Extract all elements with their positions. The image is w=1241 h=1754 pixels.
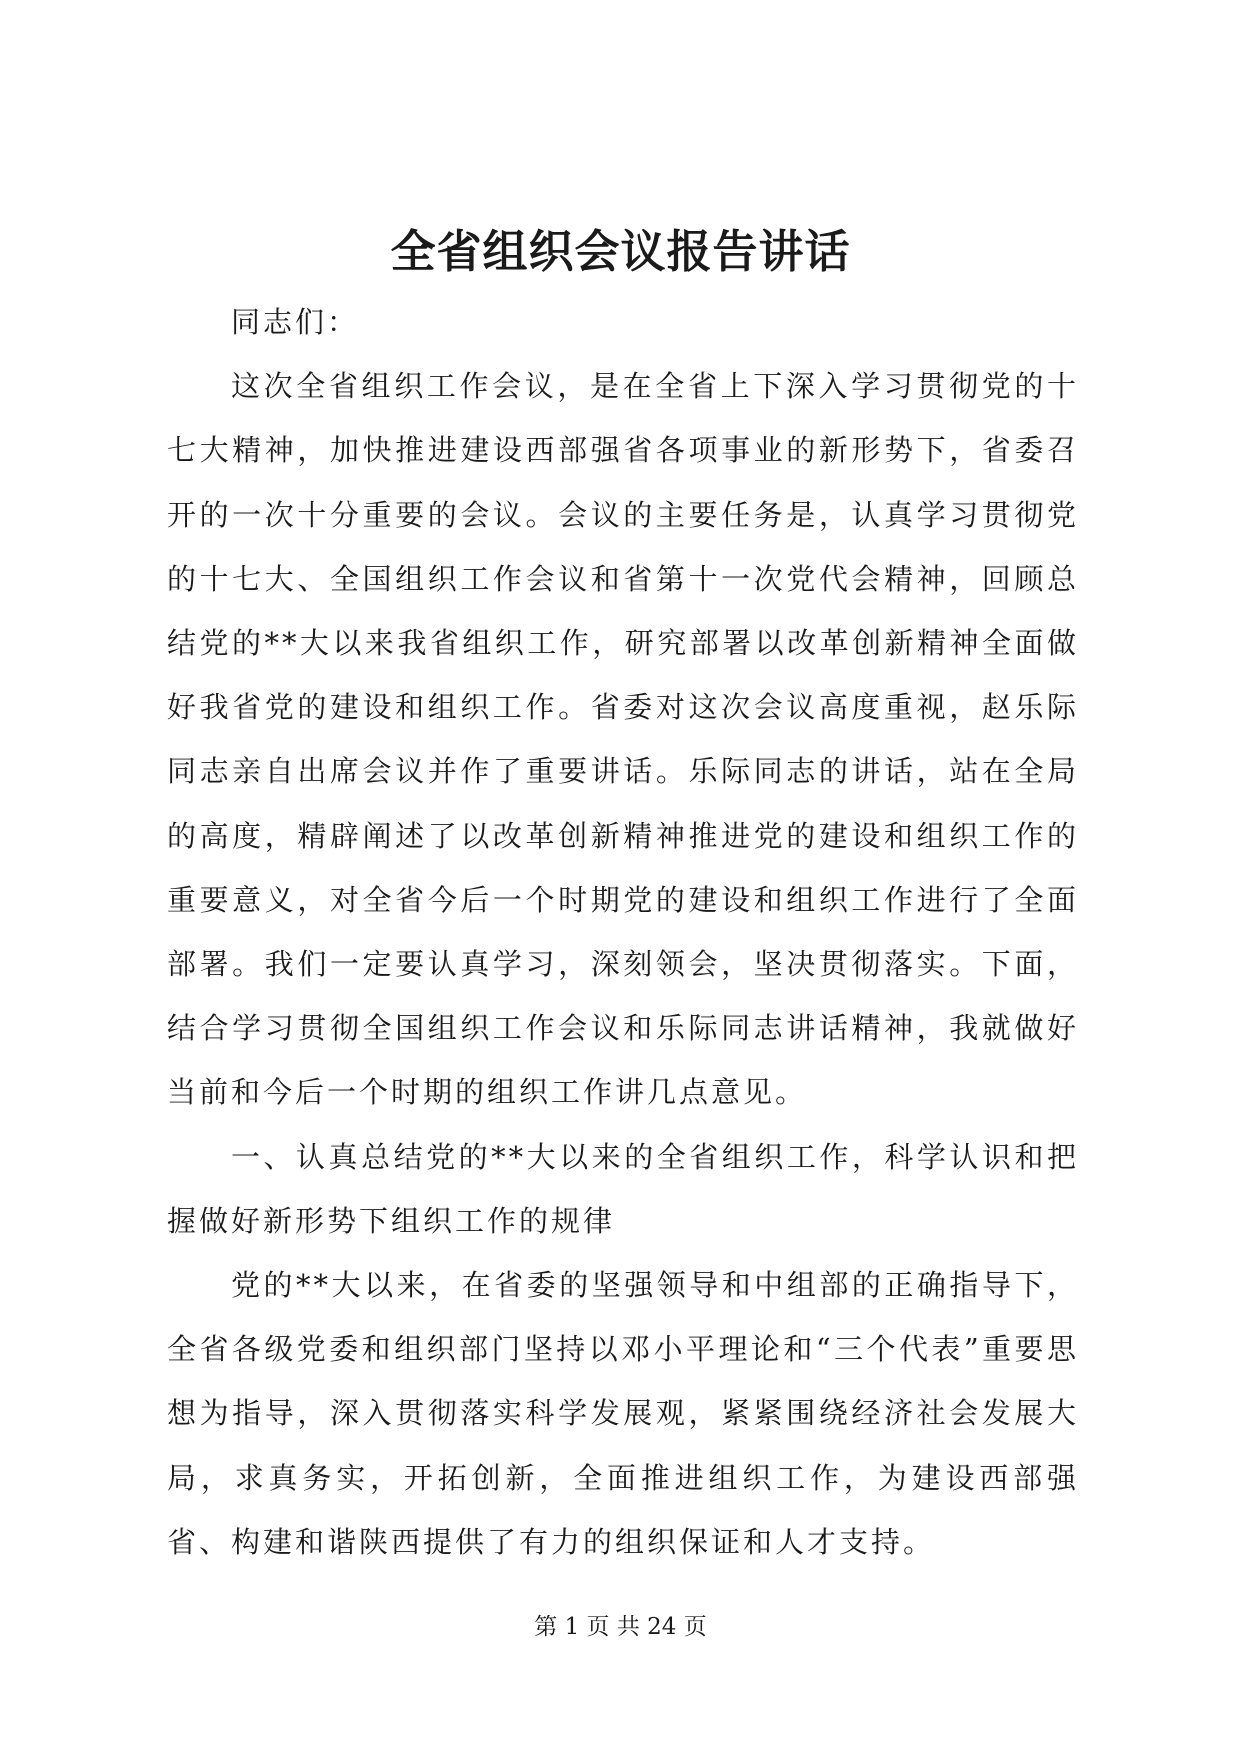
salutation-paragraph: 同志们：: [231, 305, 360, 339]
page-footer: 第 1 页 共 24 页: [534, 1614, 707, 1640]
document-title: 全省组织会议报告讲话: [390, 225, 851, 278]
section-heading-paragraph: 一、认真总结党的**大以来的全省组织工作，科学认识和把握做好新形势下组织工作的规律: [167, 1139, 1079, 1238]
document-body: [167, 290, 1079, 1574]
intro-paragraph: 这次全省组织工作会议，是在全省上下深入学习贯彻党的十七大精神，加快推进建设西部强省各项事业的新形势下，省委召开的一次十分重要的会议。会议的主要任务是，认真学习贯彻党的十七大、全国组织工作会议和省第十一次党代会精神，回顾总结党的**大以来我省组织工作，研究部署以改革创新精神全面做好我省党的建设和组织工作。省委对这次会议高度重视，赵乐际同志亲自出席会议并作了重要讲话。乐际同志的讲话，站在全局的高度，精辟阐述了以改革创新精神推进党的建设和组织工作的重要意义，对全省今后一个时期党的建设和组织工作进行了全面部署。我们一定要认真学习，深刻领会，坚决贯彻落实。下面，结合学习贯彻全国组织工作会议和乐际同志讲话精神，我就做好当前和今后一个时期的组织工作讲几点意见。: [167, 369, 1079, 1110]
body-paragraph: 党的**大以来，在省委的坚强领导和中组部的正确指导下，全省各级党委和组织部门坚持以邓小平理论和“三个代表”重要思想为指导，深入贯彻落实科学发展观，紧紧围绕经济社会发展大局，求真务实，开拓创新，全面推进组织工作，为建设西部强省、构建和谐陕西提供了有力的组织保证和人才支持。: [167, 1268, 1079, 1559]
